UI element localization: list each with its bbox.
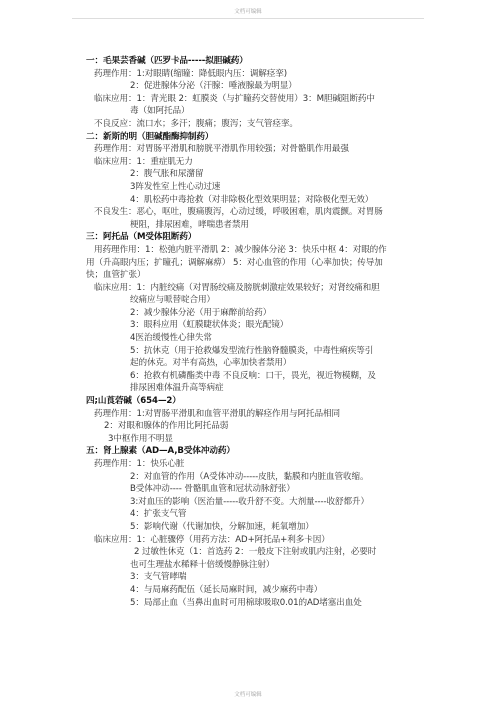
text-line: 临床应用：1：内脏绞痛（对胃肠绞痛及膀胱刺激症效果较好；对肾绞痛和胆 xyxy=(94,282,380,293)
section-heading: 一：毛果芸香碱（匹罗卡品-----拟胆碱药） xyxy=(86,56,248,66)
text-line: 临床应用：1：重症肌无力 xyxy=(94,156,193,167)
section-heading: 三：阿托品（M受体阻断药） xyxy=(86,232,197,243)
text-line: 4医治缓慢性心律失常 xyxy=(130,333,212,344)
text-line: 2：对眼和腺体的作用比阿托品弱 xyxy=(104,421,229,432)
text-line: 药理作用：1:对眼睛(缩瞳：降低眼内压：调解痉挛) xyxy=(94,68,288,79)
text-line: 临床应用：1：青光眼 2：虹膜炎（与扩瞳药交替使用）3：M胆碱阻断药中 xyxy=(94,93,375,104)
text-line: 3：支气管哮喘 xyxy=(130,572,187,583)
text-line: 不良发生：恶心，呕吐，腹痛腹泻，心动过缓，呼吸困难，肌肉震颤。对胃肠 xyxy=(94,207,383,218)
text-line: 2：促进腺体分泌（汗腺：唾液腺最为明显） xyxy=(130,81,297,92)
text-line: 3阵发性室上性心动过速 xyxy=(130,181,221,192)
text-line: 用（升高眼内压；扩瞳孔；调解麻痹） 5：对心血管的作用（心率加快；传导加 xyxy=(86,257,383,268)
text-line: 梗阻，排尿困难，哮喘患者禁用 xyxy=(130,219,249,230)
text-line: 药理作用：对胃肠平滑肌和膀胱平滑肌作用较强；对骨骼肌作用最强 xyxy=(94,144,349,155)
text-line: 排尿困难体温升高等病症 xyxy=(130,383,224,394)
text-line: 2：减少腺体分泌（用于麻醉前给药） xyxy=(130,307,272,318)
text-line: 4：与局麻药配伍（延长局麻时间，减少麻药中毒） xyxy=(130,584,323,595)
page-header: 文档可编辑 xyxy=(234,9,262,15)
text-line: 2：腹气胀和尿潴留 xyxy=(130,169,204,180)
text-line: 药理作用：1：快乐心脏 xyxy=(94,459,185,469)
text-line: 6：抢救有机磷酯类中毒 不良反响：口干，畏光，视近物模糊，及 xyxy=(130,370,376,381)
text-line: 药理作用：1:对胃肠平滑肌和血管平滑肌的解痉作用与阿托品相同 xyxy=(94,408,340,419)
section-heading: 五：肾上腺素（AD—A,B受体冲动药） xyxy=(86,446,235,457)
text-line: 5：局部止血（当鼻出血时可用棉球吸取0.01的AD堵塞出血处 xyxy=(130,597,362,608)
text-line: 2：对血管的作用（A受体冲动-----皮肤，黏膜和内脏血管收缩。 xyxy=(130,471,369,482)
text-line: 也可生理盐水稀释十倍缓慢静脉注射） xyxy=(130,559,275,570)
text-line: B受体冲动---- 骨骼肌血管和冠状动脉舒张） xyxy=(130,484,295,495)
text-line: 4：扩张支气管 xyxy=(130,509,187,520)
text-line: 4：肌松药中毒抢救（对非除极化型效果明显；对除极化型无效） xyxy=(130,194,374,205)
text-line: 3：眼科应用（虹膜睫状体炎；眼光配镜） xyxy=(130,320,289,331)
document-body xyxy=(86,55,416,609)
header-divider xyxy=(72,18,424,19)
text-line: 用药理作用：1：松弛内脏平滑肌 2：减少腺体分泌 3：快乐中枢 4：对眼的作 xyxy=(94,244,387,255)
text-line: 不良反应：流口水；多汗；腹痛；腹泻；支气管痉挛。 xyxy=(94,118,298,129)
text-line: 快；血管扩张） xyxy=(86,270,146,281)
text-line: 毒（如阿托品） xyxy=(130,106,190,117)
text-line: 绞痛应与哌替啶合用） xyxy=(130,295,215,306)
section-heading: 四;山莨菪碱（654—2） xyxy=(86,396,181,407)
text-line: 5：影响代谢（代谢加快，分解加速，耗氧增加） xyxy=(130,521,314,532)
text-line: 起的休克。对半有高热，心率加快者禁用） xyxy=(130,358,292,369)
text-line: 5：抗休克（用于抢救爆发型流行性脑脊髓膜炎，中毒性痢疾等引 xyxy=(130,345,374,356)
text-line: 3:对血压的影响（医治量-----收升舒不变。大剂量----收舒都升） xyxy=(130,496,370,507)
text-line: 临床应用：1：心脏骤停（用药方法：AD+阿托品+利多卡因） xyxy=(94,534,330,545)
text-line: 2 过敏性休克（1：首选药 2：一般皮下注射或肌内注射，必要时 xyxy=(134,547,377,558)
page-footer: 文档可编辑 xyxy=(234,692,262,698)
text-line: 3中枢作用不明显 xyxy=(108,433,173,444)
section-heading: 二：新斯的明（胆碱酯酶抑制药） xyxy=(86,131,214,142)
